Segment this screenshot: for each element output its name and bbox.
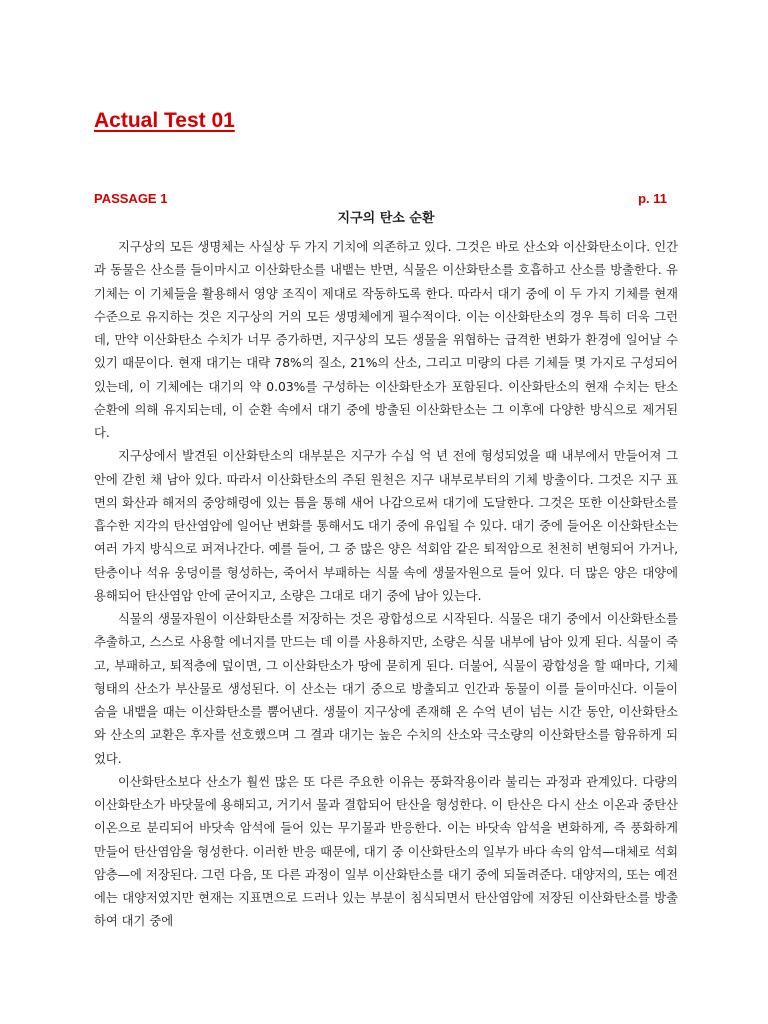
test-title: Actual Test 01 xyxy=(94,109,235,132)
passage-header xyxy=(94,190,667,208)
paragraph-2: 지구상에서 발견된 이산화탄소의 대부분은 지구가 수십 억 년 전에 형성되었을 때 내부에서 만들어져 그 안에 갇힌 채 남아 있다. 따라서 이산화탄소의 주된 원천은 지구 내부로부터의 기체 방출이다. 그것은 지구 표면의 화산과 해저의 중앙해령에 있는 틈을 통해 새어 나감으로써 대기에 도달한다. 그것은 또한 이산화탄소를 흡수한 지각의 탄산염암에 일어난 변화를 통해서도 대기 중에 유입될 수 있다. 대기 중에 들어온 이산화탄소는 여러 가지 방식으로 퍼져나간다. 예를 들어, 그 중 많은 양은 석회암 같은 퇴적암으로 천천히 변형되어 가거나, 탄층이나 석유 웅덩이를 형성하는, 죽어서 부패하는 식물 속에 생물자원으로 들어 있다. 더 많은 양은 대양에 용해되어 탄산염암 안에 굳어지고, 소량은 그대로 대기 중에 남아 있는다. xyxy=(94,449,678,603)
passage-body xyxy=(94,236,678,934)
passage-title: 지구의 탄소 순환 xyxy=(337,211,435,226)
paragraph-1: 지구상의 모든 생명체는 사실상 두 가지 기치에 의존하고 있다. 그것은 바로 산소와 이산화탄소이다. 인간과 동물은 산소를 들이마시고 이산화탄소를 내뱉는 반면, 식물은 이산화탄소를 호흡하고 산소를 방출한다. 유기체는 이 기체들을 활용해서 영양 조직이 제대로 작동하도록 한다. 따라서 대기 중에 이 두 가지 기체를 현재 수준으로 유지하는 것은 지구상의 거의 모든 생명체에게 필수적이다. 이는 이산화탄소의 경우 특히 더욱 그런데, 만약 이산화탄소 수치가 너무 증가하면, 지구상의 모든 생물을 위협하는 급격한 변화가 환경에 일어날 수 있기 때문이다. 현재 대기는 대략 78%의 질소, 21%의 산소, 그리고 미량의 다른 기체들 몇 가지로 구성되어 있는데, 이 기체에는 대기의 약 0.03%를 구성하는 이산화탄소가 포함된다. 이산화탄소의 현재 수치는 탄소 순환에 의해 유지되는데, 이 순환 속에서 대기 중에 방출된 이산화탄소는 그 이후에 다양한 방식으로 제거된다. xyxy=(94,240,678,440)
page-reference: p. 11 xyxy=(638,191,667,206)
paragraph-3: 식물의 생물자원이 이산화탄소를 저장하는 것은 광합성으로 시작된다. 식물은 대기 중에서 이산화탄소를 추출하고, 스스로 사용할 에너지를 만드는 데 이를 사용하지만, 소량은 식물 내부에 남아 있게 된다. 식물이 죽고, 부패하고, 퇴적층에 덮이면, 그 이산화탄소가 땅에 묻히게 된다. 더불어, 식물이 광합성을 할 때마다, 기체 형태의 산소가 부산물로 생성된다. 이 산소는 대기 중으로 방출되고 인간과 동물이 이를 들이마신다. 이들이 숨을 내뱉을 때는 이산화탄소를 뿜어낸다. 생물이 지구상에 존재해 온 수억 년이 넘는 시간 동안, 이산화탄소와 산소의 교환은 후자를 선호했으며 그 결과 대기는 높은 수치의 산소와 극소량의 이산화탄소를 함유하게 되었다. xyxy=(94,612,678,766)
paragraph-4: 이산화탄소보다 산소가 훨씬 많은 또 다른 주요한 이유는 풍화작용이라 불리는 과정과 관계있다. 다량의 이산화탄소가 바닷물에 용해되고, 거기서 물과 결합되어 탄산을 형성한다. 이 탄산은 다시 산소 이온과 중탄산 이온으로 분리되어 바닷속 암석에 들어 있는 무기물과 반응한다. 이는 바닷속 암석을 변화하게, 즉 풍화하게 만들어 탄산염암을 형성한다. 이러한 반응 때문에, 대기 중 이산화탄소의 일부가 바다 속의 암석—대체로 석회암층—에 저장된다. 그런 다음, 또 다른 과정이 일부 이산화탄소를 대기 중에 되돌려준다. 대양저의, 또는 예전에는 대양저였지만 현재는 지표면으로 드러나 있는 부분이 침식되면서 탄산염암에 저장된 이산화탄소를 방출하여 대기 중에 xyxy=(94,774,678,929)
passage-label: PASSAGE 1 xyxy=(94,191,168,206)
